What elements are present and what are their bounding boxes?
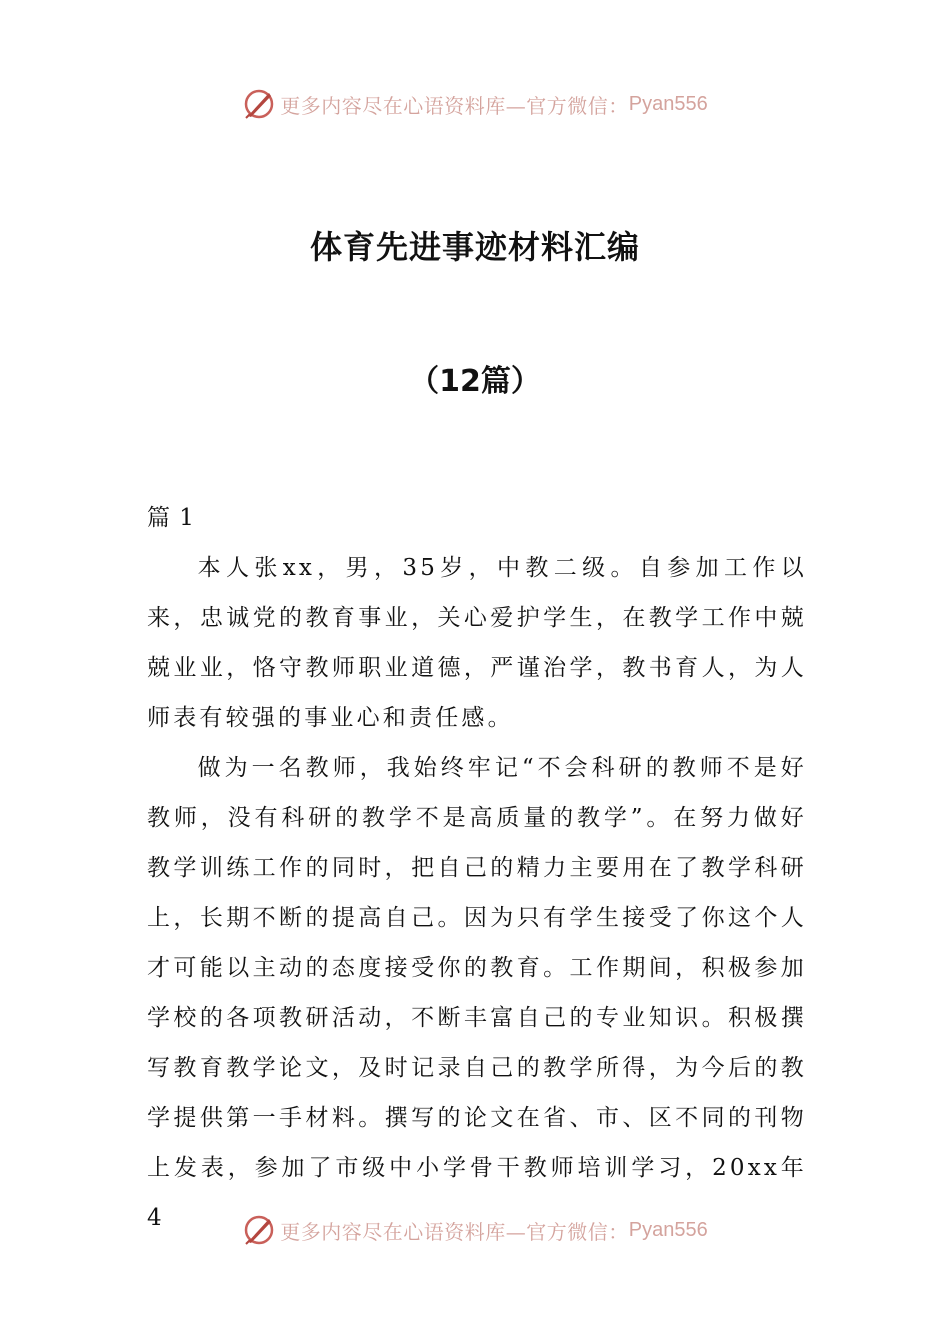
section-label: 篇 1 [147,505,195,531]
watermark-wechat-id: Pyan556 [628,92,708,115]
body-paragraph-1: 本人张xx，男，35岁，中教二级。自参加工作以来，忠诚党的教育事业，关心爱护学生，在教学工作中兢兢业业，恪守教师职业道德，严谨治学，教书育人，为人师表有较强的事业心和责任感。 [147,555,807,731]
watermark-text: 更多内容尽在心语资料库—官方微信： [280,1219,629,1244]
quill-logo-icon [242,1213,276,1247]
document-body [147,493,807,1243]
quill-logo-icon [242,87,276,121]
watermark-banner-bottom [0,1210,950,1250]
watermark-wechat-id: Pyan556 [628,1218,708,1241]
watermark-banner-top [0,84,950,124]
body-paragraph-2: 做为一名教师，我始终牢记“不会科研的教师不是好教师，没有科研的教学不是高质量的教学”。在努力做好教学训练工作的同时，把自己的精力主要用在了教学科研上，长期不断的提高自己。因为只有学生接受了你这个人才可能以主动的态度接受你的教育。工作期间，积极参加学校的各项教研活动，不断丰富自己的专业知识。积极撰写教育教学论文，及时记录自己的教学所得，为今后的教学提供第一手材料。撰写的论文在省、市、区不同的刊物上发表，参加了市级中小学骨干教师培训学习，20xx年4 [147,755,807,1231]
document-title: 体育先进事迹材料汇编 [309,228,640,266]
watermark-text: 更多内容尽在心语资料库—官方微信： [280,93,629,118]
document-subtitle: （12篇） [409,364,541,399]
